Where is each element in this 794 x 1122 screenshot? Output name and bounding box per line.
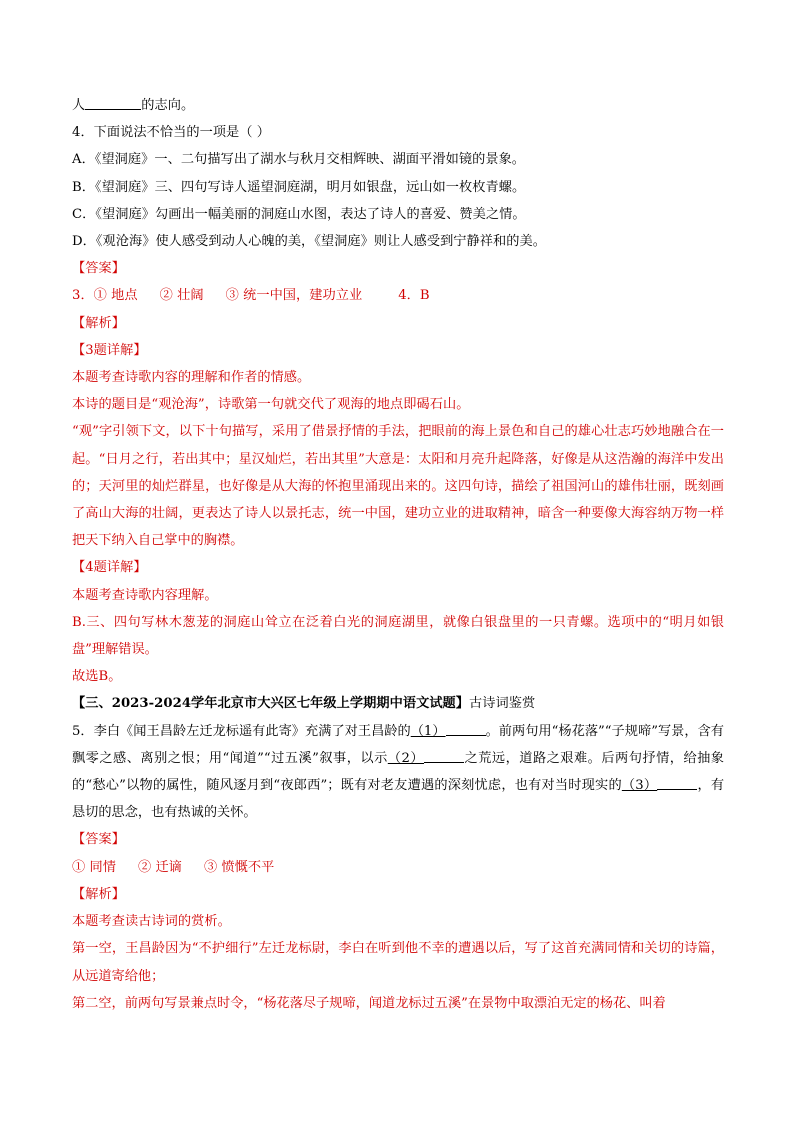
q3-tail-line — [72, 92, 724, 119]
answer-4: 4．B — [398, 288, 430, 304]
answer-3-1: 3．① 地点 — [72, 288, 138, 304]
q4-option-a: A．《望洞庭》一、二句描写出了湖水与秋月交相辉映、湖面平滑如镜的景象。 — [72, 152, 526, 168]
q4-detail-conclusion: 故选B。 — [72, 669, 122, 685]
q5-part3: 之荒远，道路之艰难。后两句抒情，给抽象的“愁心”以物的属性，随风逐月到“夜郎西”；既有对老友遭遇的深刻忧虑，也有对当时现实的 — [72, 750, 724, 794]
q5-part1: 5．李白《闻王昌龄左迁龙标遥有此寄》充满了对王昌龄的 — [72, 723, 411, 739]
section-heading-title: 【三、2023-2024学年北京市大兴区七年级上学期期中语文试题】 — [72, 696, 470, 712]
answer-blank — [424, 749, 464, 763]
q3-detail-line1: 本题考查诗歌内容的理解和作者的情感。 — [72, 370, 311, 386]
q3-detail-paragraph: “观”字引领下文，以下十句描写，采用了借景抒情的手法，把眼前的海上景色和自己的雄心壮志巧妙地融合在一起。“日月之行，若出其中；星汉灿烂，若出其里”大意是：太阳和月亮升起降落，好像是从这浩瀚的海洋中发出的；天河里的灿烂群星，也好像是从大海的怀抱里涌现出来的。这四句诗，描绘了祖国河山的雄伟壮丽，既刻画了高山大海的壮阔，更表达了诗人以景托志，统一中国，建功立业的进取精神，暗含一种要像大海容纳万物一样把天下纳入自己掌中的胸襟。 — [72, 424, 724, 549]
q5-blank-2: （2） — [387, 750, 425, 766]
section-heading — [72, 690, 724, 717]
answer-blank — [446, 722, 486, 736]
answer-heading: 【答案】 — [72, 261, 125, 277]
q5-blank-1: （1） — [410, 723, 446, 739]
answer-5-1: ① 同情 — [72, 859, 116, 875]
q3-detail-heading: 【3题详解】 — [72, 342, 147, 358]
answer-line-2 — [72, 854, 724, 881]
q3-detail-line2: 本诗的题目是“观沧海”，诗歌第一句就交代了观海的地点即碣石山。 — [72, 397, 470, 413]
q5-part2: 。前两句用“杨花落”“子规啼”写景，含有飘零之感、离别之恨；用“闻道”“过五溪”叙事，以示 — [72, 723, 724, 766]
answer-blank — [85, 96, 141, 110]
answer-blank — [657, 776, 697, 790]
answer-5-2: ② 迁谪 — [137, 859, 182, 875]
q5-analysis-line1: 本题考查读古诗词的赏析。 — [72, 914, 231, 930]
q5-part4: ，有恳切的思念，也有热诚的关怀。 — [72, 778, 725, 821]
analysis-heading-2: 【解析】 — [72, 886, 125, 902]
q4-stem: 4．下面说法不恰当的一项是（ ） — [72, 125, 271, 141]
q3-tail-before: 人 — [72, 98, 86, 113]
q4-detail-paragraph: B.三、四句写林木葱茏的洞庭山耸立在泛着白光的洞庭湖里，就像白银盘里的一只青螺。选项中的“明月如银盘”理解错误。 — [72, 614, 724, 658]
q4-detail-line1: 本题考查诗歌内容理解。 — [72, 587, 218, 603]
q4-option-b: B．《望洞庭》三、四句写诗人遥望洞庭湖，明月如银盘，远山如一枚枚青螺。 — [72, 179, 526, 195]
q4-option-c: C．《望洞庭》勾画出一幅美丽的洞庭山水图，表达了诗人的喜爱、赞美之情。 — [72, 206, 526, 222]
answer-heading-2: 【答案】 — [72, 832, 125, 848]
q5-analysis-paragraph2: 第二空，前两句写景兼点时令，“杨花落尽子规啼，闻道龙标过五溪”在景物中取漂泊无定的杨花、叫着 — [72, 995, 666, 1011]
q5-paragraph — [72, 718, 724, 827]
answer-3-3: ③ 统一中国，建功立业 — [225, 288, 363, 304]
q4-detail-heading: 【4题详解】 — [72, 560, 147, 576]
analysis-heading: 【解析】 — [72, 315, 125, 331]
answer-line — [72, 282, 724, 309]
q5-analysis-paragraph1: 第一空，王昌龄因为“不护细行”左迁龙标尉，李白在听到他不幸的遭遇以后，写了这首充满同情和关切的诗篇，从远道寄给他； — [72, 941, 724, 984]
document-content — [72, 92, 724, 1017]
q3-tail-after: 的志向。 — [141, 98, 195, 113]
q4-option-d: D．《观沧海》使人感受到动人心魄的美，《望洞庭》则让人感受到宁静祥和的美。 — [72, 234, 546, 250]
answer-5-3: ③ 愤慨不平 — [203, 859, 275, 875]
section-heading-tail: 古诗词鉴赏 — [469, 696, 536, 712]
answer-3-2: ② 壮阔 — [159, 288, 204, 304]
q5-blank-3: （3） — [621, 778, 658, 794]
